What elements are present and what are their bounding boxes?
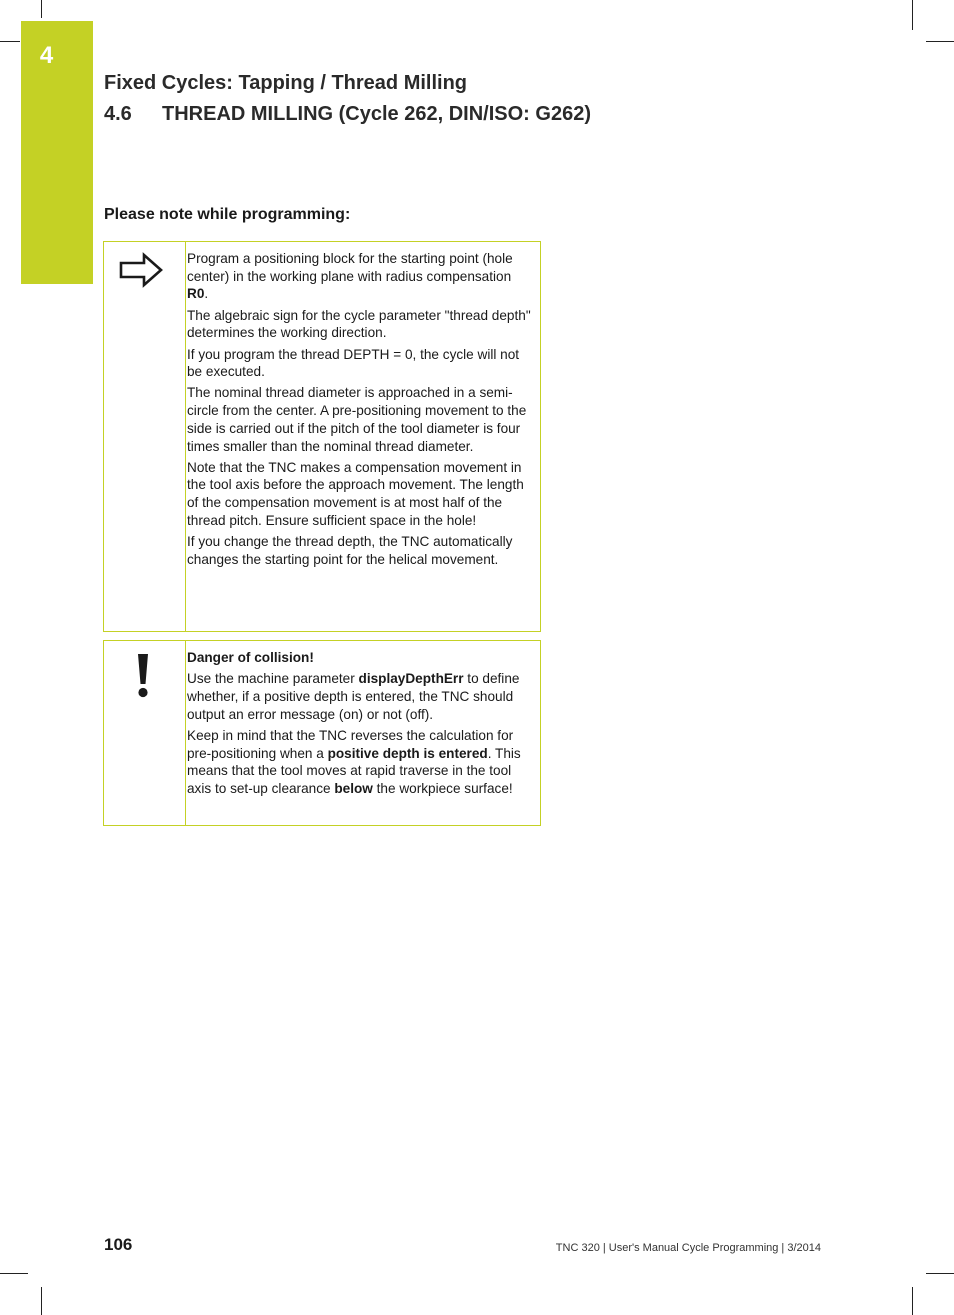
page-number: 106 [104, 1235, 133, 1254]
arrow-right-icon [118, 252, 164, 293]
section-title [104, 103, 591, 126]
chapter-title: Fixed Cycles: Tapping / Thread Milling [104, 72, 468, 94]
warning-paragraph: Use the machine parameter displayDepthErr to define whether, if a positive depth is entered, the TNC should output an error message (on) or not (off). [187, 671, 520, 722]
box-divider [185, 640, 186, 826]
note-box [103, 241, 541, 632]
warning-paragraph: Keep in mind that the TNC reverses the calculation for pre-positioning when a positive depth is entered. This means that the tool moves at rapid traverse in the tool axis to set-up clearance below the workpiece surface! [187, 727, 521, 796]
section-number: 4.6 [104, 103, 132, 125]
crop-mark [912, 0, 913, 30]
box-divider [185, 241, 186, 632]
note-paragraph: If you program the thread DEPTH = 0, the cycle will not be executed. [187, 346, 520, 380]
crop-mark [926, 41, 954, 42]
warning-content [187, 649, 534, 801]
note-paragraph: Note that the TNC makes a compensation movement in the tool axis before the approach movement. The length of the compensation movement is at most half of the thread pitch. Ensure sufficient space in the hole! [187, 459, 524, 528]
note-paragraph: Program a positioning block for the starting point (hole center) in the working plane with radius compensation R0. [187, 251, 513, 302]
crop-mark [41, 1287, 42, 1315]
note-content [187, 250, 534, 572]
crop-mark [926, 1273, 954, 1274]
crop-mark [41, 0, 42, 18]
footer-info: TNC 320 | User's Manual Cycle Programming | 3/2014 [555, 1242, 821, 1254]
note-paragraph: If you change the thread depth, the TNC automatically changes the starting point for the helical movement. [187, 534, 513, 567]
crop-mark [0, 1273, 28, 1274]
note-paragraph: The nominal thread diameter is approached in a semi-circle from the center. A pre-positioning movement to the side is carried out if the pitch of the tool diameter is four times smaller than the nominal thread diameter. [187, 385, 527, 454]
chapter-number: 4 [39, 42, 54, 69]
section-title-text: THREAD MILLING (Cycle 262, DIN/ISO: G262) [162, 103, 591, 125]
warning-title: Danger of collision! [187, 650, 314, 665]
warning-box [103, 640, 541, 826]
note-paragraph: The algebraic sign for the cycle parameter "thread depth" determines the working direction. [187, 307, 531, 341]
crop-mark [912, 1287, 913, 1315]
section-heading: Please note while programming: [104, 206, 351, 223]
exclamation-icon [134, 653, 152, 704]
